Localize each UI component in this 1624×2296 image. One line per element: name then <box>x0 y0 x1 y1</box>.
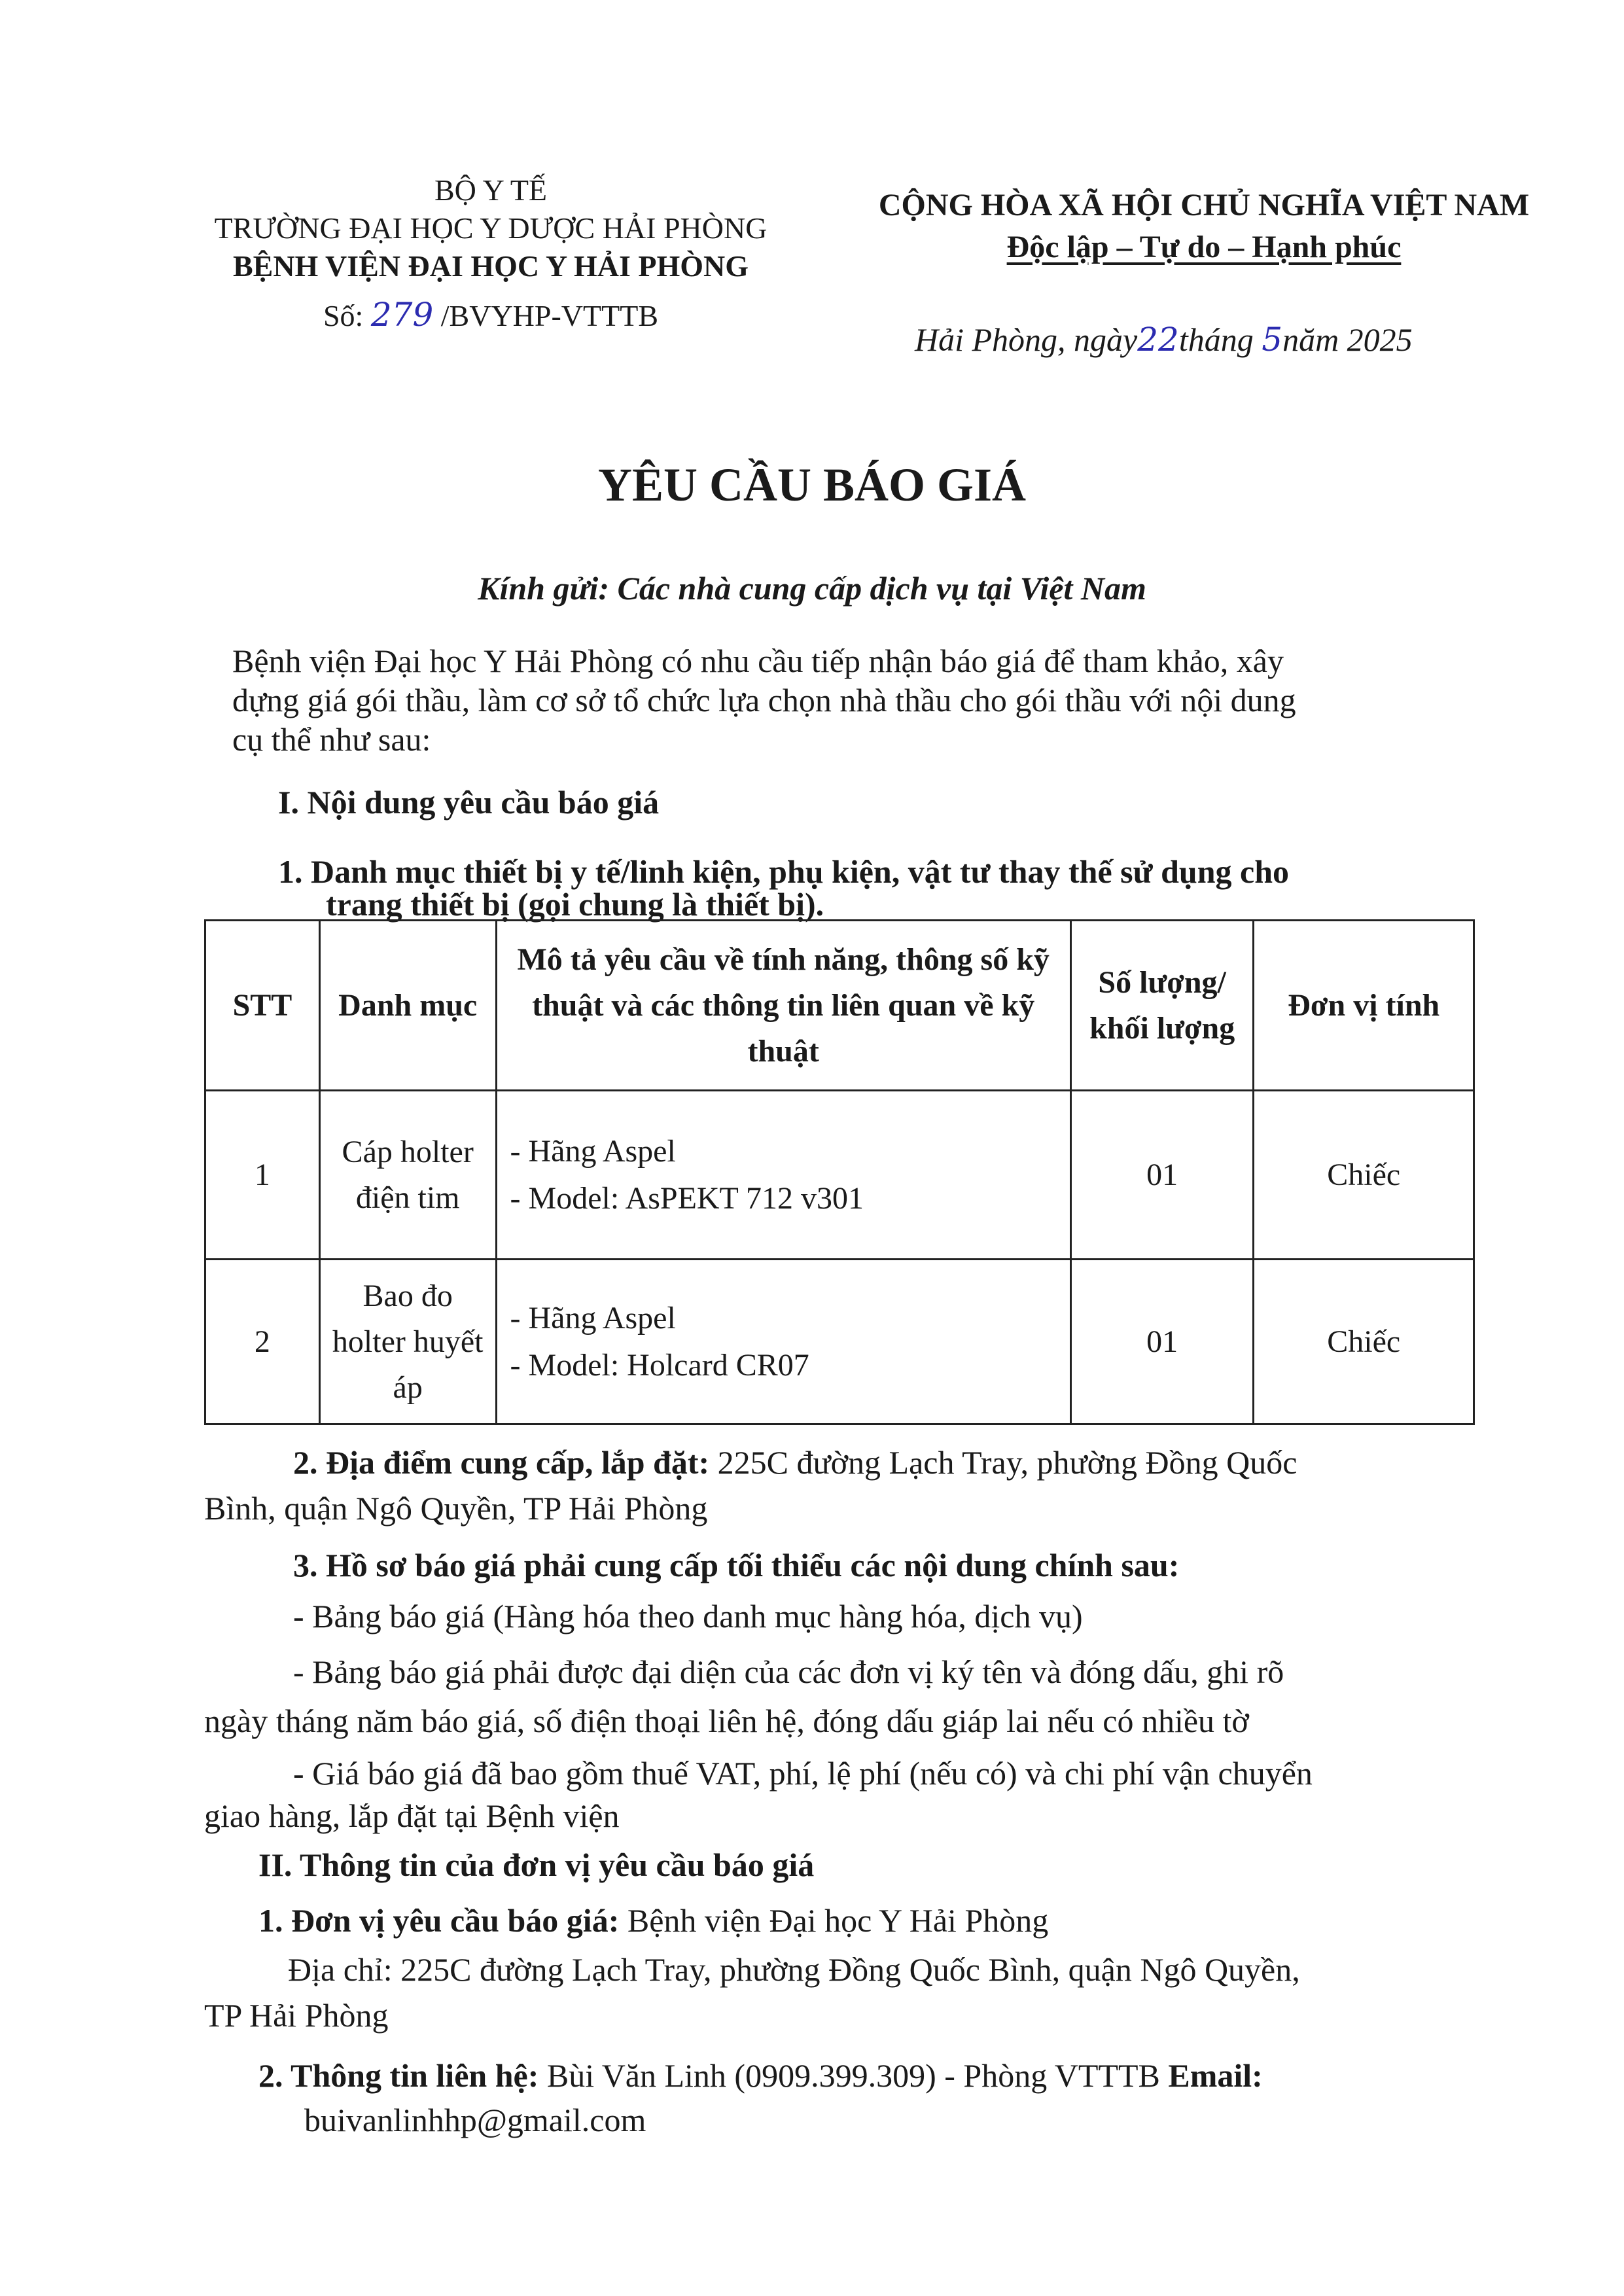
university-name: TRƯỜNG ĐẠI HỌC Y DƯỢC HẢI PHÒNG <box>214 211 768 245</box>
cell-description: - Hãng Aspel - Model: AsPEKT 712 v301 <box>496 1091 1070 1260</box>
requesting-unit: 1. Đơn vị yêu cầu báo giá: Bệnh viện Đại học Y Hải Phòng <box>258 1902 1049 1939</box>
intro-line-2: dựng giá gói thầu, làm cơ sở tổ chức lựa chọn nhà thầu cho gói thầu với nội dung <box>232 682 1296 718</box>
col-header-quantity: Số lượng/ khối lượng <box>1070 921 1254 1091</box>
intro-line-3: cụ thể như sau: <box>232 721 431 758</box>
table-row <box>205 1091 1474 1260</box>
country-name: CỘNG HÒA XÃ HỘI CHỦ NGHĨA VIỆT NAM <box>878 188 1530 222</box>
issue-date: Hải Phòng, ngày22tháng 5năm 2025 <box>915 321 1413 359</box>
item-2-line-2: Bình, quận Ngô Quyền, TP Hải Phòng <box>204 1490 708 1527</box>
cell-unit: Chiếc <box>1254 1091 1474 1260</box>
item-3-bullet-1: - Bảng báo giá (Hàng hóa theo danh mục hàng hóa, dịch vụ) <box>293 1598 1083 1634</box>
cell-stt: 2 <box>205 1260 320 1424</box>
address-line-2: TP Hải Phòng <box>204 1997 389 2034</box>
document-number: Số: 279 /BVYHP-VTTTB <box>323 296 659 334</box>
recipient-line: Kính gửi: Các nhà cung cấp dịch vụ tại Việt Nam <box>478 570 1146 607</box>
col-header-unit: Đơn vị tính <box>1254 921 1474 1091</box>
national-header <box>838 185 1570 268</box>
cell-quantity: 01 <box>1070 1091 1254 1260</box>
item-2-line-1: 2. Địa điểm cung cấp, lắp đặt: 225C đường Lạch Tray, phường Đồng Quốc <box>293 1444 1297 1481</box>
col-header-description: Mô tả yêu cầu về tính năng, thông số kỹ thuật và các thông tin liên quan về kỹ thuật <box>496 921 1070 1091</box>
intro-line-1: Bệnh viện Đại học Y Hải Phòng có nhu cầu tiếp nhận báo giá để tham khảo, xây <box>232 643 1284 679</box>
item-3-bullet-3-line-1: - Giá báo giá đã bao gồm thuế VAT, phí, lệ phí (nếu có) và chi phí vận chuyển <box>293 1755 1313 1792</box>
document-title: YÊU CẦU BÁO GIÁ <box>597 459 1027 511</box>
cell-unit: Chiếc <box>1254 1260 1474 1424</box>
item-3-bullet-2-line-1: - Bảng báo giá phải được đại diện của các đơn vị ký tên và đóng dấu, ghi rõ <box>293 1653 1284 1690</box>
hospital-name: BỆNH VIỆN ĐẠI HỌC Y HẢI PHÒNG <box>232 249 749 283</box>
cell-category: Cáp holter điện tim <box>319 1091 496 1260</box>
section-1-heading: I. Nội dung yêu cầu báo giá <box>278 784 660 821</box>
issuer-block <box>177 171 805 335</box>
cell-category: Bao đo holter huyết áp <box>319 1260 496 1424</box>
section-2-heading: II. Thông tin của đơn vị yêu cầu báo giá <box>258 1846 815 1883</box>
table-row <box>205 1260 1474 1424</box>
contact-line: 2. Thông tin liên hệ: Bùi Văn Linh (0909.399.309) - Phòng VTTTB Email: <box>258 2057 1263 2094</box>
contact-email: buivanlinhhp@gmail.com <box>304 2102 646 2138</box>
national-motto: Độc lập – Tự do – Hạnh phúc <box>1006 230 1402 264</box>
item-1-line-1: 1. Danh mục thiết bị y tế/linh kiện, phụ kiện, vật tư thay thế sử dụng cho <box>278 853 1290 890</box>
col-header-stt: STT <box>205 921 320 1091</box>
col-header-category: Danh mục <box>319 921 496 1091</box>
cell-stt: 1 <box>205 1091 320 1260</box>
item-3-heading: 3. Hồ sơ báo giá phải cung cấp tối thiểu các nội dung chính sau: <box>293 1547 1180 1583</box>
table-header-row <box>205 921 1474 1091</box>
handwritten-month: 5 <box>1262 321 1283 359</box>
equipment-table <box>204 919 1475 1425</box>
address-line-1: Địa chỉ: 225C đường Lạch Tray, phường Đồng Quốc Bình, quận Ngô Quyền, <box>288 1951 1300 1988</box>
item-3-bullet-3-line-2: giao hàng, lắp đặt tại Bệnh viện <box>204 1797 620 1834</box>
item-3-bullet-2-line-2: ngày tháng năm báo giá, số điện thoại liên hệ, đóng dấu giáp lai nếu có nhiều tờ <box>204 1703 1249 1739</box>
handwritten-day: 22 <box>1137 321 1179 359</box>
handwritten-number: 279 <box>370 296 434 334</box>
ministry-name: BỘ Y TẾ <box>434 173 548 207</box>
item-1-line-2: trang thiết bị (gọi chung là thiết bị). <box>326 886 824 923</box>
cell-description: - Hãng Aspel - Model: Holcard CR07 <box>496 1260 1070 1424</box>
cell-quantity: 01 <box>1070 1260 1254 1424</box>
